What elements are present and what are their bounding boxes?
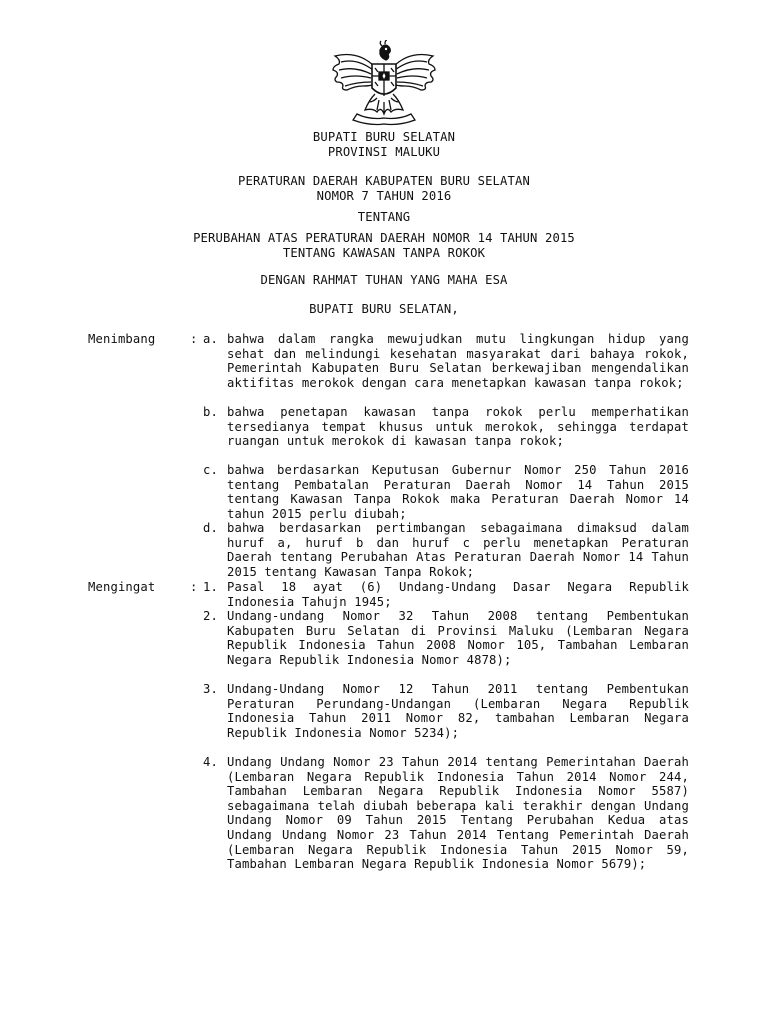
- title-line-4: PERUBAHAN ATAS PERATURAN DAERAH NOMOR 14 TAHUN 2015: [193, 231, 575, 245]
- title-line-3: TENTANG: [357, 210, 411, 224]
- mengingat-colon: :: [190, 580, 198, 594]
- item-text: Undang Undang Nomor 23 Tahun 2014 tentang Pemerintahan Daerah (Lembaran Negara Republik Indonesia Tahun 2014 Nomor 244, Tambahan Lembaran Negara Republik Indonesia Nomor 5587) sebagaimana telah diubah beberapa kali terakhir dengan Undang Undang Nomor 09 Tahun 2015 Tentang Perubahan Kedua atas Undang Undang Nomor 23 Tahun 2014 Tentang Pemerintah Daerah (Lembaran Negara Republik Indonesia Tahun 2015 Nomor 59, Tambahan Lembaran Negara Republik Indonesia Nomor 5679);: [227, 755, 689, 872]
- enactor-line: [60, 302, 708, 317]
- item-text: bahwa dalam rangka mewujudkan mutu lingkungan hidup yang sehat dan melindungi kesehatan masyarakat dari bahaya rokok, Pemerintah Kabupaten Buru Selatan berkewajiban mengendalikan aktifitas merokok dengan cara menetapkan kawasan tanpa rokok;: [227, 332, 689, 390]
- issuer-line-1: BUPATI BURU SELATAN: [312, 130, 456, 144]
- item-text: Undang-undang Nomor 32 Tahun 2008 tentang Pembentukan Kabupaten Buru Selatan di Provinsi Maluku (Lembaran Negara Republik Indonesia Tahun 2008 Nomor 105, Tambahan Lembaran Negara Republik Indonesia Nomor 4878);: [227, 609, 689, 667]
- menimbang-colon: :: [190, 332, 198, 346]
- item-text: bahwa berdasarkan Keputusan Gubernur Nomor 250 Tahun 2016 tentang Pembatalan Peraturan Daerah Nomor 14 Tahun 2015 tentang Kawasan Tanpa Rokok maka Peraturan Daerah Nomor 14 tahun 2015 perlu diubah;: [227, 463, 689, 521]
- item-text: bahwa penetapan kawasan tanpa rokok perlu memperhatikan tersedianya tempat khusus untuk merokok, sehingga terdapat ruangan untuk merokok di kawasan tanpa rokok;: [227, 405, 689, 449]
- title-tentang: [60, 210, 708, 225]
- item-marker: 4.: [203, 755, 218, 769]
- item-marker: 1.: [203, 580, 218, 594]
- title-line-5: TENTANG KAWASAN TANPA ROKOK: [282, 245, 486, 260]
- regulation-subject: [60, 231, 708, 261]
- issuer-line-2: PROVINSI MALUKU: [327, 144, 441, 159]
- regulation-title: [60, 174, 708, 204]
- title-line-1: PERATURAN DAERAH KABUPATEN BURU SELATAN: [237, 174, 530, 188]
- item-marker: 3.: [203, 682, 218, 696]
- item-marker: a.: [203, 332, 218, 346]
- item-marker: c.: [203, 463, 218, 477]
- title-line-2: NOMOR 7 TAHUN 2016: [316, 188, 452, 203]
- mengingat-label: Mengingat: [88, 580, 156, 594]
- item-text: Undang-Undang Nomor 12 Tahun 2011 tentang Pembentukan Peraturan Perundang-Undangan (Lembaran Negara Republik Indonesia Tahun 2011 Nomor 82, tambahan Lembaran Negara Republik Indonesia Nomor 5234);: [227, 682, 689, 740]
- blessing-text: DENGAN RAHMAT TUHAN YANG MAHA ESA: [260, 273, 508, 287]
- issuer-heading: [60, 130, 708, 160]
- blessing-line: [60, 273, 708, 288]
- item-marker: d.: [203, 521, 218, 535]
- item-text: bahwa berdasarkan pertimbangan sebagaimana dimaksud dalam huruf a, huruf b dan huruf c perlu menetapkan Peraturan Daerah tentang Perubahan Atas Peraturan Daerah Nomor 14 Tahun 2015 tentang Kawasan Tanpa Rokok;: [227, 521, 689, 579]
- menimbang-label: Menimbang: [88, 332, 156, 346]
- garuda-emblem-icon: [329, 40, 439, 126]
- item-text: Pasal 18 ayat (6) Undang-Undang Dasar Negara Republik Indonesia Tahujn 1945;: [227, 580, 689, 609]
- item-marker: 2.: [203, 609, 218, 623]
- enactor-text: BUPATI BURU SELATAN,: [309, 302, 459, 316]
- item-marker: b.: [203, 405, 218, 419]
